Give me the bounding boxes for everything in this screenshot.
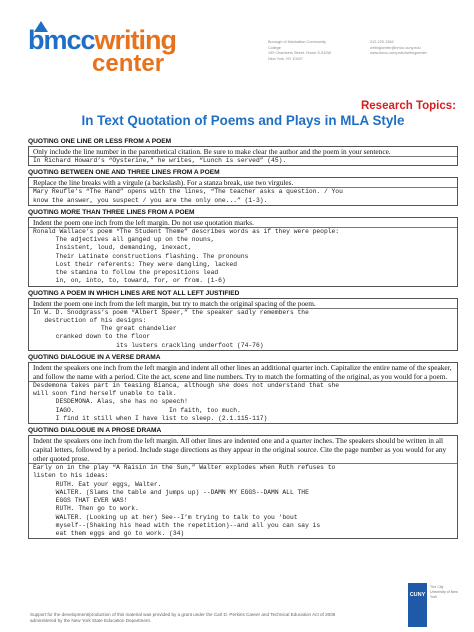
address-block: [268, 40, 338, 62]
section-more-than-three-lines: [22, 208, 458, 287]
section-rule: Indent the speakers one inch from the left margin and indent all other lines an additional quarter inch. Capitalize the entire name of the speaker, and follow the name with a period. Cite the act, scene and line numbers. Try to match the formatting of the original, as you would for a poem.: [29, 363, 457, 382]
cuny-logo: CUNY: [408, 583, 427, 627]
page-title: In Text Quotation of Poems and Plays in MLA Style: [81, 113, 405, 128]
section-box: [28, 435, 458, 539]
section-rule: Replace the line breaks with a virgule (a backslash). For a stanza break, use two virgules.: [29, 178, 457, 188]
section-one-line: [22, 137, 458, 166]
section-prose-drama: [22, 426, 458, 539]
section-example: In W. D. Snodgrass’s poem “Albert Speer,” the speaker sadly remembers the destruction of his designs: The great chandelier cranked down to the floor its lusters crackling underfoot (74-76): [33, 308, 309, 349]
section-example: In Richard Howard’s “Oysterine,” he writes, “Lunch is served” (45).: [33, 157, 287, 164]
section-title: QUOTING DIALOGUE IN A PROSE DRAMA: [28, 427, 162, 434]
contact-block: [370, 40, 448, 57]
bmcc-writing-center-logo: [28, 25, 198, 78]
section-rule: Indent the poem one inch from the left margin, but try to match the original spacing of the poem.: [29, 299, 457, 309]
funding-note: Support for the development/production of this material was provided by a grant under the Carl D. Perkins Career and Technical Education Act of 2006 administered by the New York State Education Department.: [30, 612, 336, 623]
cuny-name: The City University of New York: [430, 585, 458, 599]
section-not-left-justified: [22, 289, 458, 351]
logo-bmcc: bmcc: [28, 25, 95, 55]
section-rule: Indent the speakers one inch from the left margin. All other lines are indented one and a quarter inches. The speakers should be written in all capital letters, followed by a period. Include stage directions as they appear in the original source. Cite the page number as you would for any other quoted prose.: [29, 436, 457, 464]
logo-triangle-icon: [34, 21, 48, 32]
section-title: QUOTING DIALOGUE IN A VERSE DRAMA: [28, 353, 161, 361]
contact-website: www.bmcc.cuny.edu/writingcenter: [370, 51, 427, 56]
section-title: QUOTING MORE THAN THREE LINES FROM A POEM: [28, 208, 195, 216]
section-box: [28, 146, 458, 166]
logo-center: center: [92, 50, 165, 77]
page-header: [0, 0, 474, 90]
section-box: [28, 177, 458, 206]
contact-phone: 212-220-1384: [370, 40, 394, 44]
research-topics-label: Research Topics:: [360, 100, 456, 112]
section-example: Mary Reufle’s “The Hand” opens with the lines, “The teacher asks a question. / You know the answer, you suspect / you are the only one...” (1-3).: [33, 188, 343, 204]
section-box: [28, 298, 458, 351]
section-example: Ronald Wallace’s poem “The Student Theme” describes words as if they were people: The adjectives all ganged up on the nouns, Insistent, loud, demanding, inexact, Their Latinate constructions flashing. The pronouns Lost their referents: They were dangling, lacked the stamina to follow the prepositions lead in, on, into, to, toward, for, or from. (1-6): [33, 227, 340, 285]
section-example: Desdemona takes part in teasing Bianca, although she does not understand that she will soon find herself unable to talk. DESDEMONA. Alas, she has no speech! IAGO. In faith, too much. I find it still when I have list to sleep. (2.1.115-117): [33, 381, 340, 422]
section-one-to-three-lines: [22, 168, 458, 206]
address-line: 199 Chambers Street, Room S-510W: [268, 51, 332, 56]
section-rule: Only include the line number in the parenthetical citation. Be sure to make clear the author and the poem in your sentence.: [29, 147, 457, 157]
main-content: [22, 137, 458, 541]
section-title: QUOTING BETWEEN ONE AND THREE LINES FROM A POEM: [28, 169, 220, 177]
section-example: Early on in the play “A Raisin in the Sun,” Walter explodes when Ruth refuses to listen to his ideas: RUTH. Eat your eggs, Walter. WALTER. (Slams the table and jumps up) --DAMN MY EGGS--DAMN ALL THE EGGS THAT EVER WAS! RUTH. Then go to work. WALTER. (Looking up at her) See--I’m trying to talk to you ’bout myself--(Shaking his head with the repetition)--and all you can say is eat them eggs and go to work. (34): [33, 464, 336, 537]
section-box: [28, 217, 458, 287]
section-verse-drama: [22, 353, 458, 424]
logo-writing: writing: [94, 25, 177, 55]
address-line: Borough of Manhattan Community College: [268, 40, 326, 50]
address-line: New York, NY 10007: [268, 56, 303, 61]
section-rule: Indent the poem one inch from the left margin. Do not use quotation marks.: [29, 218, 457, 228]
section-title: QUOTING ONE LINE OR LESS FROM A POEM: [28, 138, 172, 145]
section-title: QUOTING A POEM IN WHICH LINES ARE NOT ALL LEFT JUSTIFIED: [28, 289, 240, 297]
contact-email: writingcenter@bmcc.cuny.edu: [370, 45, 421, 50]
section-box: [28, 362, 458, 424]
